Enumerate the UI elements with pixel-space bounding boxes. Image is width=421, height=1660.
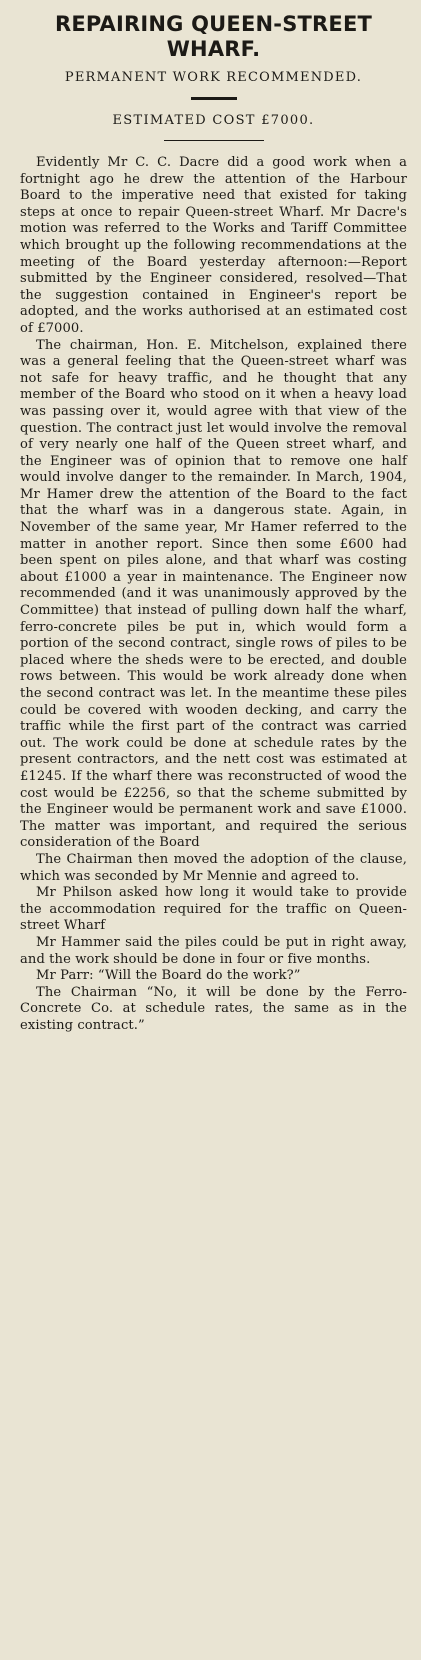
paragraph-chairman-explanation: The chairman, Hon. E. Mitchelson, explained there was a general feeling that the Queen-street wharf was not safe for heavy traffic, and he thought that any member of the Board who stood on it when a heavy load was passing over it, would agree with that view of the question. The contract just let would involve the removal of very nearly one half of the Queen street wharf, and the Engineer was of opinion that to remove one half would involve danger to the remainder. In March, 1904, Mr Hamer drew the attention of the Board to the fact that the wharf was in a dangerous state. Again, in November of the same year, Mr Hamer referred to the matter in another report. Since then some £600 had been spent on piles alone, and that wharf was costing about £1000 a year in maintenance. The Engineer now recommended (and it was unanimously approved by the Committee) that instead of pulling down half the wharf, ferro-concrete piles be put in, which would form a portion of the second contract, single rows of piles to be placed where the sheds were to be erected, and double rows between. This would be work already done when the second contract was let. In the meantime these piles could be covered with wooden decking, and carry the traffic while the first part of the contract was carried out. The work could be done at schedule rates by the present contractors, and the nett cost was estimated at £1245. If the wharf there was reconstructed of wood the cost would be £2256, so that the scheme submitted by the Engineer would be permanent work and save £1000. The matter was important, and required the serious consideration of the Board — [20, 337, 407, 851]
paragraph-parr-question: Mr Parr: “Will the Board do the work?” — [36, 968, 301, 984]
paragraph-adoption: The Chairman then moved the adoption of the clause, which was seconded by Mr Mennie and agreed to. — [20, 851, 407, 884]
paragraph-hammer-answer: Mr Hammer said the piles could be put in right away, and the work should be done in four or five months. — [20, 934, 407, 967]
article-subheadline: PERMANENT WORK RECOMMENDED. — [64, 70, 363, 85]
article-headline: REPAIRING QUEEN-STREET WHARF. — [54, 12, 373, 61]
cost-divider — [164, 140, 264, 141]
estimated-cost-line: ESTIMATED COST £7000. — [112, 113, 315, 128]
paragraph-philson-question: Mr Philson asked how long it would take to provide the accommodation required for the traffic on Queen-street Wharf — [20, 885, 407, 934]
headline-divider — [191, 97, 237, 100]
paragraph-chairman-answer: The Chairman “No, it will be done by the Ferro-Concrete Co. at schedule rates, the same as in the existing contract.” — [20, 984, 407, 1033]
paragraph-dacre-motion: Evidently Mr C. C. Dacre did a good work when a fortnight ago he drew the attention of the Harbour Board to the imperative need that existed for taking steps at once to repair Queen-street Wharf. Mr Dacre's motion was referred to the Works and Tariff Committee which brought up the following recommendations at the meeting of the Board yesterday afternoon:—Report submitted by the Engineer considered, resolved—That the suggestion contained in Engineer's report be adopted, and the works authorised at an estimated cost of £7000. — [20, 155, 407, 336]
article-body — [20, 155, 407, 1034]
